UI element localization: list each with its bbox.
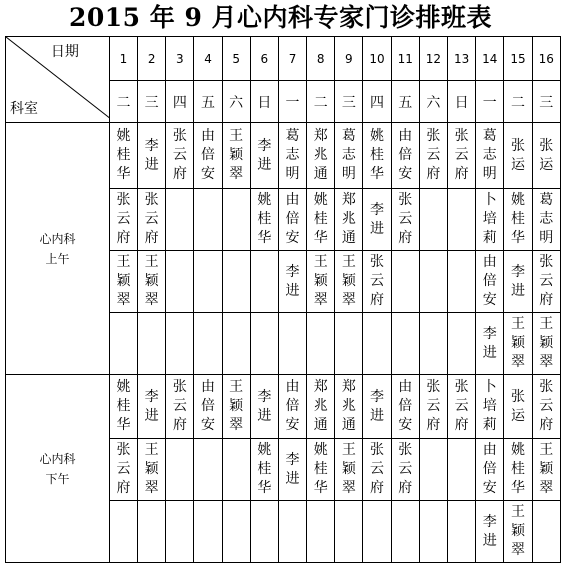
schedule-cell	[138, 123, 166, 189]
schedule-cell	[391, 123, 419, 189]
schedule-cell	[532, 123, 560, 189]
doctor-name: 由倍安	[285, 192, 300, 246]
schedule-cell	[194, 439, 222, 501]
doctor-name: 张云府	[398, 192, 413, 246]
doctor-name: 由倍安	[201, 128, 215, 182]
schedule-cell	[194, 189, 222, 251]
doctor-name: 张云府	[454, 128, 469, 182]
schedule-cell	[504, 123, 532, 189]
doctor-name: 张运	[510, 137, 525, 173]
schedule-cell	[363, 313, 391, 375]
schedule-cell	[166, 189, 194, 251]
schedule-cell	[250, 189, 278, 251]
schedule-cell	[222, 189, 250, 251]
doctor-name: 张云府	[370, 442, 385, 496]
schedule-cell	[363, 251, 391, 313]
schedule-cell	[194, 501, 222, 563]
doctor-name: 卜培莉	[482, 379, 497, 433]
doctor-name: 李进	[257, 137, 272, 173]
schedule-cell	[448, 501, 476, 563]
day-number: 15	[504, 37, 532, 81]
doctor-name: 张云府	[172, 379, 187, 433]
schedule-cell	[335, 189, 363, 251]
doctor-name: 姚桂华	[257, 442, 272, 496]
day-number: 13	[448, 37, 476, 81]
weekday: 五	[194, 81, 222, 123]
schedule-cell	[504, 375, 532, 439]
schedule-cell	[363, 123, 391, 189]
doctor-name: 王颖翠	[144, 254, 159, 308]
schedule-cell	[222, 251, 250, 313]
schedule-cell	[532, 189, 560, 251]
weekday: 三	[532, 81, 560, 123]
schedule-cell	[109, 251, 137, 313]
weekday: 日	[250, 81, 278, 123]
schedule-cell	[278, 439, 306, 501]
schedule-cell	[476, 123, 504, 189]
schedule-cell	[138, 251, 166, 313]
schedule-cell	[222, 501, 250, 563]
doctor-name: 姚桂华	[510, 442, 525, 496]
schedule-cell	[363, 375, 391, 439]
doctor-name: 王颖翠	[341, 254, 356, 308]
schedule-cell	[138, 189, 166, 251]
schedule-cell	[307, 375, 335, 439]
weekday: 三	[138, 81, 166, 123]
schedule-cell	[419, 123, 447, 189]
schedule-cell	[532, 313, 560, 375]
schedule-cell	[532, 375, 560, 439]
schedule-cell	[504, 501, 532, 563]
schedule-cell	[419, 189, 447, 251]
schedule-cell	[138, 375, 166, 439]
schedule-cell	[109, 439, 137, 501]
schedule-cell	[278, 251, 306, 313]
doctor-name: 王颖翠	[341, 442, 356, 496]
day-number: 9	[335, 37, 363, 81]
weekday: 二	[504, 81, 532, 123]
schedule-cell	[391, 439, 419, 501]
doctor-name: 李进	[482, 513, 497, 549]
weekday: 三	[335, 81, 363, 123]
doctor-name: 姚桂华	[313, 442, 328, 496]
doctor-name: 李进	[144, 137, 159, 173]
doctor-name: 姚桂华	[257, 192, 272, 246]
schedule-cell	[222, 439, 250, 501]
doctor-name: 张运	[510, 388, 525, 424]
doctor-name: 张云府	[426, 128, 441, 182]
schedule-cell	[109, 189, 137, 251]
schedule-cell	[307, 189, 335, 251]
day-number: 6	[250, 37, 278, 81]
weekday: 一	[278, 81, 306, 123]
doctor-name: 张云府	[426, 379, 441, 433]
doctor-name: 李进	[144, 388, 159, 424]
schedule-cell	[307, 439, 335, 501]
schedule-cell	[222, 313, 250, 375]
schedule-cell	[250, 375, 278, 439]
session-period: 下午	[45, 471, 70, 486]
doctor-name: 李进	[370, 388, 385, 424]
schedule-cell	[307, 313, 335, 375]
schedule-row	[6, 123, 561, 189]
schedule-cell	[391, 251, 419, 313]
day-number: 16	[532, 37, 560, 81]
doctor-name: 由倍安	[482, 442, 497, 496]
schedule-cell	[476, 189, 504, 251]
schedule-cell	[363, 189, 391, 251]
doctor-name: 张云府	[116, 192, 131, 246]
schedule-row	[6, 375, 561, 439]
schedule-cell	[532, 251, 560, 313]
schedule-cell	[278, 189, 306, 251]
schedule-cell	[109, 501, 137, 563]
doctor-name: 张云府	[172, 128, 187, 182]
schedule-cell	[278, 123, 306, 189]
header-corner-cell	[6, 37, 110, 123]
day-number: 11	[391, 37, 419, 81]
schedule-cell	[419, 313, 447, 375]
weekday: 四	[166, 81, 194, 123]
schedule-cell	[391, 189, 419, 251]
schedule-cell	[476, 251, 504, 313]
doctor-name: 王颖翠	[229, 128, 244, 182]
doctor-name: 王颖翠	[539, 442, 554, 496]
doctor-name: 葛志明	[539, 192, 554, 246]
session-period: 上午	[45, 251, 70, 266]
schedule-cell	[166, 313, 194, 375]
schedule-cell	[166, 123, 194, 189]
department-name: 心内科	[39, 451, 76, 466]
schedule-cell	[138, 439, 166, 501]
schedule-cell	[307, 501, 335, 563]
doctor-name: 郑兆通	[313, 379, 328, 433]
schedule-cell	[448, 123, 476, 189]
doctor-name: 李进	[510, 263, 525, 299]
schedule-cell	[166, 439, 194, 501]
doctor-name: 张云府	[454, 379, 469, 433]
doctor-name: 由倍安	[398, 128, 413, 182]
weekday: 四	[363, 81, 391, 123]
doctor-name: 李进	[370, 201, 385, 237]
schedule-cell	[194, 375, 222, 439]
weekday: 五	[391, 81, 419, 123]
doctor-name: 由倍安	[201, 379, 215, 433]
department-name: 心内科	[39, 231, 76, 246]
schedule-cell	[335, 439, 363, 501]
doctor-name: 王颖翠	[116, 254, 131, 308]
doctor-name: 葛志明	[285, 128, 300, 182]
schedule-cell	[250, 251, 278, 313]
schedule-cell	[278, 375, 306, 439]
schedule-cell	[476, 439, 504, 501]
schedule-cell	[278, 501, 306, 563]
schedule-cell	[307, 123, 335, 189]
schedule-cell	[335, 501, 363, 563]
schedule-cell	[250, 501, 278, 563]
day-number: 3	[166, 37, 194, 81]
schedule-cell	[166, 251, 194, 313]
schedule-cell	[363, 439, 391, 501]
schedule-table	[5, 36, 561, 563]
weekday: 一	[476, 81, 504, 123]
doctor-name: 姚桂华	[116, 379, 131, 433]
doctor-name: 李进	[257, 388, 272, 424]
weekday: 六	[419, 81, 447, 123]
schedule-cell	[504, 251, 532, 313]
day-number: 10	[363, 37, 391, 81]
day-number: 8	[307, 37, 335, 81]
doctor-name: 卜培莉	[482, 192, 497, 246]
schedule-cell	[166, 375, 194, 439]
day-number: 7	[278, 37, 306, 81]
schedule-cell	[448, 189, 476, 251]
schedule-cell	[335, 375, 363, 439]
schedule-cell	[391, 375, 419, 439]
doctor-name: 李进	[285, 451, 300, 487]
schedule-cell	[250, 439, 278, 501]
schedule-cell	[194, 123, 222, 189]
doctor-name: 姚桂华	[313, 192, 328, 246]
doctor-name: 张云府	[398, 442, 413, 496]
schedule-cell	[419, 251, 447, 313]
doctor-name: 姚桂华	[510, 192, 525, 246]
doctor-name: 王颖翠	[229, 379, 244, 433]
schedule-cell	[222, 375, 250, 439]
schedule-cell	[363, 501, 391, 563]
schedule-cell	[307, 251, 335, 313]
day-number: 12	[419, 37, 447, 81]
day-number: 2	[138, 37, 166, 81]
schedule-cell	[448, 439, 476, 501]
schedule-cell	[532, 439, 560, 501]
doctor-name: 葛志明	[341, 128, 356, 182]
doctor-name: 由倍安	[482, 254, 497, 308]
doctor-name: 张云府	[370, 254, 385, 308]
weekday: 日	[448, 81, 476, 123]
weekday: 六	[222, 81, 250, 123]
doctor-name: 张运	[539, 137, 554, 173]
schedule-cell	[109, 375, 137, 439]
doctor-name: 葛志明	[482, 128, 497, 182]
doctor-name: 王颖翠	[510, 504, 525, 558]
schedule-cell	[391, 501, 419, 563]
schedule-cell	[504, 439, 532, 501]
schedule-cell	[166, 501, 194, 563]
schedule-cell	[138, 501, 166, 563]
doctor-name: 王颖翠	[144, 442, 159, 496]
doctor-name: 郑兆通	[313, 128, 328, 182]
schedule-cell	[504, 313, 532, 375]
department-cell	[6, 123, 110, 375]
schedule-cell	[250, 313, 278, 375]
schedule-cell	[448, 313, 476, 375]
doctor-name: 王颖翠	[510, 316, 525, 370]
doctor-name: 郑兆通	[341, 379, 356, 433]
doctor-name: 张云府	[116, 442, 131, 496]
schedule-cell	[419, 375, 447, 439]
schedule-cell	[419, 439, 447, 501]
schedule-cell	[335, 313, 363, 375]
schedule-cell	[448, 375, 476, 439]
schedule-cell	[194, 313, 222, 375]
weekday: 二	[109, 81, 137, 123]
schedule-cell	[476, 313, 504, 375]
schedule-cell	[109, 313, 137, 375]
page-title: 2015 年 9 月心内科专家门诊排班表	[68, 3, 493, 32]
schedule-cell	[476, 501, 504, 563]
doctor-name: 姚桂华	[116, 128, 131, 182]
doctor-name: 王颖翠	[539, 316, 554, 370]
date-header-label: 日期	[50, 44, 79, 60]
doctor-name: 姚桂华	[370, 128, 385, 182]
doctor-name: 张云府	[539, 379, 554, 433]
doctor-name: 张云府	[144, 192, 159, 246]
doctor-name: 王颖翠	[313, 254, 328, 308]
schedule-cell	[138, 313, 166, 375]
doctor-name: 由倍安	[398, 379, 413, 433]
doctor-name: 张云府	[539, 254, 554, 308]
day-number: 14	[476, 37, 504, 81]
schedule-cell	[391, 313, 419, 375]
day-number: 4	[194, 37, 222, 81]
schedule-cell	[194, 251, 222, 313]
schedule-cell	[335, 251, 363, 313]
department-cell	[6, 375, 110, 563]
day-number: 1	[109, 37, 137, 81]
day-number: 5	[222, 37, 250, 81]
schedule-cell	[222, 123, 250, 189]
schedule-cell	[278, 313, 306, 375]
schedule-cell	[532, 501, 560, 563]
schedule-cell	[419, 501, 447, 563]
department-header-label: 科室	[10, 101, 38, 117]
schedule-cell	[335, 123, 363, 189]
weekday: 二	[307, 81, 335, 123]
doctor-name: 郑兆通	[341, 192, 356, 246]
schedule-cell	[250, 123, 278, 189]
schedule-cell	[109, 123, 137, 189]
doctor-name: 李进	[285, 263, 300, 299]
doctor-name: 由倍安	[285, 379, 300, 433]
schedule-cell	[448, 251, 476, 313]
schedule-cell	[476, 375, 504, 439]
schedule-cell	[504, 189, 532, 251]
doctor-name: 李进	[482, 325, 497, 361]
